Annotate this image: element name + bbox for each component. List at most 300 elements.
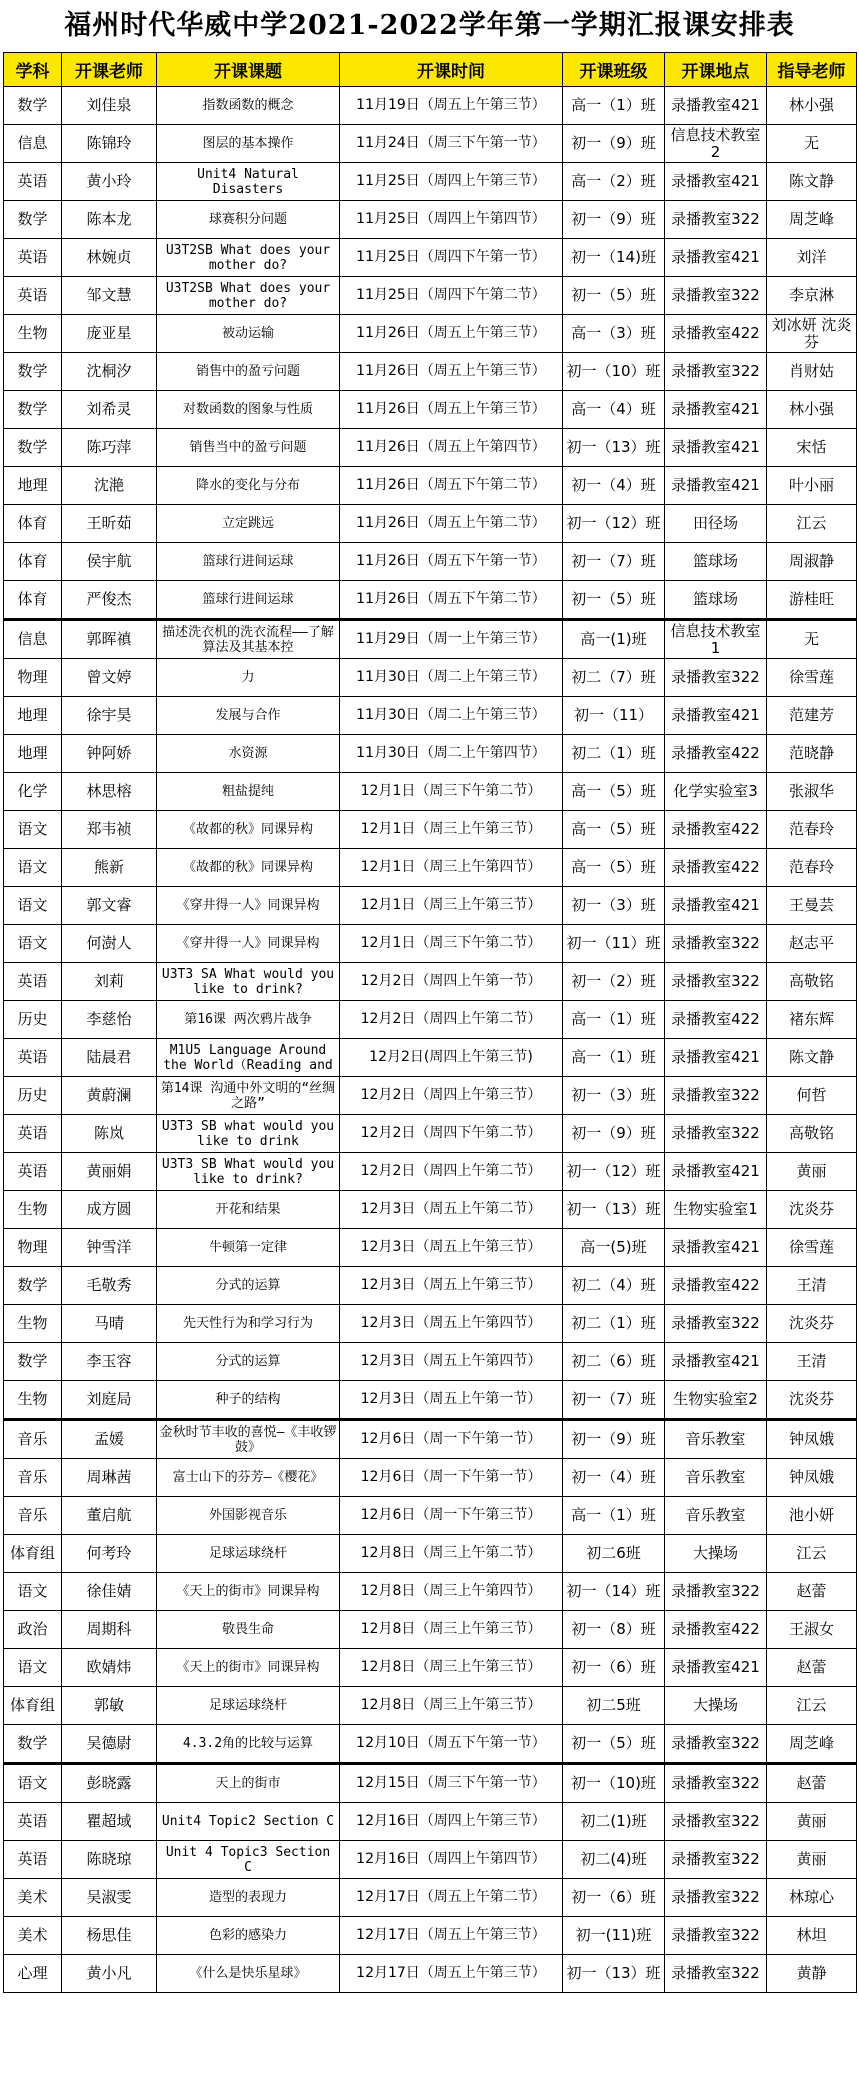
cell-advisor: 宋恬 — [767, 429, 857, 467]
cell-advisor: 范晓静 — [767, 735, 857, 773]
cell-class: 初一（13）班 — [563, 1191, 665, 1229]
cell-teacher: 欧婧炜 — [62, 1649, 157, 1687]
table-row — [4, 773, 857, 811]
cell-time: 12月3日（周五上午第二节） — [340, 1191, 563, 1229]
cell-subject: 数学 — [4, 1343, 62, 1381]
header-class: 开课班级 — [563, 53, 665, 87]
cell-class: 高一（4）班 — [563, 391, 665, 429]
cell-class: 初一（9）班 — [563, 201, 665, 239]
table-row — [4, 1039, 857, 1077]
cell-teacher: 黄小凡 — [62, 1955, 157, 1993]
table-row — [4, 505, 857, 543]
cell-topic: M1U5 Language Around the World（Reading and — [157, 1039, 340, 1077]
cell-topic: 发展与合作 — [157, 697, 340, 735]
cell-location: 录播教室322 — [665, 353, 767, 391]
cell-advisor: 周芝峰 — [767, 201, 857, 239]
cell-teacher: 刘庭局 — [62, 1381, 157, 1420]
cell-class: 初一（4）班 — [563, 467, 665, 505]
cell-time: 12月3日（周五上午第三节） — [340, 1267, 563, 1305]
cell-time: 12月8日（周三上午第二节） — [340, 1535, 563, 1573]
cell-time: 11月30日（周二上午第三节） — [340, 697, 563, 735]
cell-class: 初一（7）班 — [563, 1381, 665, 1420]
cell-subject: 物理 — [4, 1229, 62, 1267]
cell-subject: 英语 — [4, 1803, 62, 1841]
cell-location: 录播教室421 — [665, 429, 767, 467]
cell-subject: 音乐 — [4, 1497, 62, 1535]
cell-advisor: 赵蕾 — [767, 1649, 857, 1687]
cell-teacher: 毛敬秀 — [62, 1267, 157, 1305]
cell-location: 录播教室421 — [665, 1343, 767, 1381]
cell-location: 录播教室322 — [665, 1077, 767, 1115]
table-row — [4, 887, 857, 925]
cell-teacher: 何澍人 — [62, 925, 157, 963]
header-time: 开课时间 — [340, 53, 563, 87]
cell-topic: 指数函数的概念 — [157, 87, 340, 125]
cell-time: 12月2日（周四上午第二节） — [340, 1153, 563, 1191]
cell-time: 11月30日（周二上午第三节） — [340, 659, 563, 697]
schedule-table — [3, 52, 857, 1993]
cell-advisor: 林小强 — [767, 391, 857, 429]
cell-class: 初二5班 — [563, 1687, 665, 1725]
cell-topic: 《什么是快乐星球》 — [157, 1955, 340, 1993]
cell-advisor: 赵志平 — [767, 925, 857, 963]
cell-topic: 销售中的盈亏问题 — [157, 353, 340, 391]
cell-topic: 先天性行为和学习行为 — [157, 1305, 340, 1343]
cell-location: 大操场 — [665, 1535, 767, 1573]
cell-class: 初一（10)班 — [563, 1764, 665, 1803]
cell-time: 11月25日（周四下午第一节） — [340, 239, 563, 277]
cell-subject: 生物 — [4, 1191, 62, 1229]
cell-subject: 体育 — [4, 505, 62, 543]
cell-class: 初一（12）班 — [563, 1153, 665, 1191]
cell-time: 11月26日（周五上午第四节） — [340, 429, 563, 467]
cell-teacher: 林婉贞 — [62, 239, 157, 277]
cell-advisor: 黄静 — [767, 1955, 857, 1993]
table-row — [4, 1803, 857, 1841]
cell-time: 12月8日（周三上午第三节） — [340, 1649, 563, 1687]
cell-subject: 历史 — [4, 1001, 62, 1039]
cell-subject: 语文 — [4, 849, 62, 887]
cell-subject: 语文 — [4, 887, 62, 925]
cell-class: 初一（9）班 — [563, 1115, 665, 1153]
cell-subject: 数学 — [4, 353, 62, 391]
page-title: 福州时代华威中学2021-2022学年第一学期汇报课安排表 — [64, 10, 795, 41]
cell-subject: 信息 — [4, 620, 62, 659]
table-row — [4, 1725, 857, 1764]
header-location: 开课地点 — [665, 53, 767, 87]
cell-advisor: 钟凤娥 — [767, 1420, 857, 1459]
cell-class: 初一（5）班 — [563, 277, 665, 315]
table-row — [4, 1115, 857, 1153]
table-row — [4, 1305, 857, 1343]
cell-advisor: 褚东辉 — [767, 1001, 857, 1039]
cell-subject: 数学 — [4, 201, 62, 239]
header-advisor: 指导老师 — [767, 53, 857, 87]
cell-location: 录播教室421 — [665, 1229, 767, 1267]
cell-topic: 粗盐提纯 — [157, 773, 340, 811]
cell-teacher: 钟阿娇 — [62, 735, 157, 773]
cell-location: 录播教室421 — [665, 1649, 767, 1687]
cell-location: 录播教室322 — [665, 963, 767, 1001]
cell-class: 初二(1)班 — [563, 1803, 665, 1841]
cell-time: 12月15日（周三下午第一节） — [340, 1764, 563, 1803]
cell-time: 11月25日（周四下午第二节） — [340, 277, 563, 315]
cell-topic: 第16课 两次鸦片战争 — [157, 1001, 340, 1039]
cell-subject: 体育组 — [4, 1687, 62, 1725]
cell-subject: 政治 — [4, 1611, 62, 1649]
cell-advisor: 刘洋 — [767, 239, 857, 277]
cell-advisor: 黄丽 — [767, 1803, 857, 1841]
cell-topic: 敬畏生命 — [157, 1611, 340, 1649]
cell-location: 录播教室422 — [665, 1267, 767, 1305]
cell-time: 12月3日（周五上午第一节） — [340, 1381, 563, 1420]
cell-class: 高一（1）班 — [563, 1001, 665, 1039]
cell-advisor: 沈炎芬 — [767, 1381, 857, 1420]
cell-class: 高一（5）班 — [563, 773, 665, 811]
table-row — [4, 391, 857, 429]
table-row — [4, 1879, 857, 1917]
header-teacher: 开课老师 — [62, 53, 157, 87]
cell-advisor: 游桂旺 — [767, 581, 857, 620]
table-row — [4, 429, 857, 467]
cell-advisor: 黄丽 — [767, 1153, 857, 1191]
cell-topic: 分式的运算 — [157, 1343, 340, 1381]
cell-advisor: 刘冰妍 沈炎芬 — [767, 315, 857, 353]
table-row — [4, 581, 857, 620]
table-row — [4, 315, 857, 353]
cell-advisor: 高敬铭 — [767, 963, 857, 1001]
cell-class: 高一（2）班 — [563, 163, 665, 201]
cell-location: 录播教室322 — [665, 1917, 767, 1955]
cell-location: 录播教室322 — [665, 201, 767, 239]
table-row — [4, 1611, 857, 1649]
cell-advisor: 范春玲 — [767, 811, 857, 849]
table-row — [4, 467, 857, 505]
cell-class: 初二（7）班 — [563, 659, 665, 697]
cell-class: 初一（5）班 — [563, 581, 665, 620]
table-row — [4, 277, 857, 315]
cell-time: 12月3日（周五上午第四节） — [340, 1305, 563, 1343]
cell-time: 11月26日（周五上午第三节） — [340, 315, 563, 353]
cell-teacher: 吴德尉 — [62, 1725, 157, 1764]
cell-class: 初一（4）班 — [563, 1459, 665, 1497]
cell-topic: 《天上的街市》同课异构 — [157, 1649, 340, 1687]
cell-teacher: 郭敏 — [62, 1687, 157, 1725]
cell-advisor: 钟凤娥 — [767, 1459, 857, 1497]
table-row — [4, 239, 857, 277]
cell-subject: 物理 — [4, 659, 62, 697]
cell-subject: 英语 — [4, 163, 62, 201]
cell-subject: 数学 — [4, 1267, 62, 1305]
cell-time: 12月1日（周三下午第二节） — [340, 925, 563, 963]
cell-topic: 足球运球绕杆 — [157, 1687, 340, 1725]
cell-location: 篮球场 — [665, 581, 767, 620]
cell-advisor: 王淑女 — [767, 1611, 857, 1649]
cell-time: 11月26日（周五下午第二节） — [340, 581, 563, 620]
cell-advisor: 无 — [767, 620, 857, 659]
cell-time: 12月6日（周一下午第三节） — [340, 1497, 563, 1535]
cell-subject: 体育 — [4, 581, 62, 620]
table-row — [4, 163, 857, 201]
cell-subject: 语文 — [4, 1649, 62, 1687]
cell-subject: 英语 — [4, 1115, 62, 1153]
cell-class: 初一（13）班 — [563, 429, 665, 467]
cell-location: 音乐教室 — [665, 1459, 767, 1497]
cell-class: 高一（5）班 — [563, 849, 665, 887]
cell-class: 初一（3）班 — [563, 1077, 665, 1115]
cell-time: 12月6日（周一下午第一节） — [340, 1459, 563, 1497]
cell-subject: 信息 — [4, 125, 62, 163]
cell-subject: 数学 — [4, 1725, 62, 1764]
cell-teacher: 陈锦玲 — [62, 125, 157, 163]
cell-advisor: 陈文静 — [767, 1039, 857, 1077]
cell-class: 初二（6）班 — [563, 1343, 665, 1381]
cell-topic: U3T3 SB what would you like to drink — [157, 1115, 340, 1153]
cell-teacher: 陈本龙 — [62, 201, 157, 239]
cell-subject: 英语 — [4, 277, 62, 315]
cell-teacher: 钟雪洋 — [62, 1229, 157, 1267]
cell-subject: 化学 — [4, 773, 62, 811]
cell-class: 初一（8）班 — [563, 1611, 665, 1649]
table-row — [4, 849, 857, 887]
cell-time: 11月26日（周五上午第三节） — [340, 353, 563, 391]
cell-advisor: 周淑静 — [767, 543, 857, 581]
cell-location: 录播教室421 — [665, 87, 767, 125]
cell-topic: 开花和结果 — [157, 1191, 340, 1229]
cell-topic: 对数函数的图象与性质 — [157, 391, 340, 429]
cell-advisor: 徐雪莲 — [767, 659, 857, 697]
cell-advisor: 王曼芸 — [767, 887, 857, 925]
cell-class: 初一（2）班 — [563, 963, 665, 1001]
cell-class: 初二（4）班 — [563, 1267, 665, 1305]
cell-subject: 数学 — [4, 429, 62, 467]
cell-topic: U3T3 SA What would you like to drink? — [157, 963, 340, 1001]
cell-location: 生物实验室1 — [665, 1191, 767, 1229]
cell-topic: 分式的运算 — [157, 1267, 340, 1305]
table-row — [4, 1267, 857, 1305]
cell-teacher: 李玉容 — [62, 1343, 157, 1381]
cell-advisor: 江云 — [767, 1687, 857, 1725]
cell-time: 12月8日（周三上午第四节） — [340, 1573, 563, 1611]
cell-advisor: 范春玲 — [767, 849, 857, 887]
cell-advisor: 赵蕾 — [767, 1573, 857, 1611]
table-row — [4, 1343, 857, 1381]
cell-time: 12月1日（周三下午第二节） — [340, 773, 563, 811]
table-row — [4, 201, 857, 239]
cell-location: 录播教室322 — [665, 1764, 767, 1803]
cell-topic: 球赛积分问题 — [157, 201, 340, 239]
cell-teacher: 刘佳泉 — [62, 87, 157, 125]
cell-teacher: 邹文慧 — [62, 277, 157, 315]
table-row — [4, 735, 857, 773]
cell-location: 录播教室422 — [665, 849, 767, 887]
cell-location: 录播教室322 — [665, 1841, 767, 1879]
cell-topic: U3T2SB What does your mother do? — [157, 277, 340, 315]
cell-teacher: 刘莉 — [62, 963, 157, 1001]
cell-subject: 语文 — [4, 1764, 62, 1803]
cell-teacher: 沈桐汐 — [62, 353, 157, 391]
cell-subject: 历史 — [4, 1077, 62, 1115]
cell-teacher: 刘希灵 — [62, 391, 157, 429]
cell-time: 12月1日（周三上午第三节） — [340, 811, 563, 849]
cell-subject: 生物 — [4, 1305, 62, 1343]
cell-teacher: 陈晓琼 — [62, 1841, 157, 1879]
cell-subject: 地理 — [4, 467, 62, 505]
cell-teacher: 沈滟 — [62, 467, 157, 505]
table-row — [4, 1764, 857, 1803]
cell-teacher: 林思榕 — [62, 773, 157, 811]
cell-subject: 语文 — [4, 925, 62, 963]
cell-class: 初二(4)班 — [563, 1841, 665, 1879]
cell-class: 初一（6）班 — [563, 1879, 665, 1917]
table-row — [4, 353, 857, 391]
cell-teacher: 陆晨君 — [62, 1039, 157, 1077]
cell-subject: 地理 — [4, 697, 62, 735]
cell-class: 高一（1）班 — [563, 1497, 665, 1535]
cell-advisor: 张淑华 — [767, 773, 857, 811]
cell-class: 初二6班 — [563, 1535, 665, 1573]
cell-advisor: 何哲 — [767, 1077, 857, 1115]
table-row — [4, 811, 857, 849]
cell-class: 高一（1）班 — [563, 1039, 665, 1077]
cell-location: 录播教室421 — [665, 887, 767, 925]
cell-location: 录播教室322 — [665, 1803, 767, 1841]
table-row — [4, 1535, 857, 1573]
cell-location: 录播教室421 — [665, 163, 767, 201]
cell-advisor: 林坦 — [767, 1917, 857, 1955]
cell-location: 录播教室322 — [665, 1573, 767, 1611]
cell-topic: 力 — [157, 659, 340, 697]
cell-time: 12月17日（周五上午第二节） — [340, 1879, 563, 1917]
cell-location: 录播教室421 — [665, 1039, 767, 1077]
cell-topic: 图层的基本操作 — [157, 125, 340, 163]
table-row — [4, 1917, 857, 1955]
cell-location: 大操场 — [665, 1687, 767, 1725]
cell-topic: 种子的结构 — [157, 1381, 340, 1420]
cell-time: 11月26日（周五上午第三节） — [340, 391, 563, 429]
cell-time: 12月10日（周五下午第一节） — [340, 1725, 563, 1764]
cell-advisor: 江云 — [767, 505, 857, 543]
cell-teacher: 王昕茹 — [62, 505, 157, 543]
cell-topic: 《穿井得一人》同课异构 — [157, 925, 340, 963]
cell-time: 12月2日（周四上午第三节） — [340, 1077, 563, 1115]
cell-teacher: 徐佳婧 — [62, 1573, 157, 1611]
table-row — [4, 125, 857, 163]
cell-location: 录播教室322 — [665, 659, 767, 697]
table-row — [4, 543, 857, 581]
cell-location: 录播教室422 — [665, 735, 767, 773]
cell-time: 12月8日（周三上午第三节） — [340, 1611, 563, 1649]
cell-topic: 4.3.2角的比较与运算 — [157, 1725, 340, 1764]
table-row — [4, 1459, 857, 1497]
cell-teacher: 何考玲 — [62, 1535, 157, 1573]
cell-advisor: 黄丽 — [767, 1841, 857, 1879]
cell-class: 初一（10）班 — [563, 353, 665, 391]
cell-advisor: 林琼心 — [767, 1879, 857, 1917]
cell-subject: 英语 — [4, 963, 62, 1001]
cell-advisor: 肖财姑 — [767, 353, 857, 391]
cell-topic: 富士山下的芬芳—《樱花》 — [157, 1459, 340, 1497]
cell-location: 音乐教室 — [665, 1420, 767, 1459]
table-row — [4, 697, 857, 735]
header-row — [4, 53, 857, 87]
cell-advisor: 徐雪莲 — [767, 1229, 857, 1267]
cell-advisor: 王清 — [767, 1343, 857, 1381]
cell-topic: 足球运球绕杆 — [157, 1535, 340, 1573]
cell-location: 录播教室421 — [665, 1153, 767, 1191]
cell-subject: 英语 — [4, 1841, 62, 1879]
cell-location: 录播教室422 — [665, 811, 767, 849]
table-row — [4, 1191, 857, 1229]
cell-topic: 水资源 — [157, 735, 340, 773]
cell-teacher: 郭文睿 — [62, 887, 157, 925]
cell-class: 高一（3）班 — [563, 315, 665, 353]
cell-location: 录播教室421 — [665, 697, 767, 735]
cell-time: 12月3日（周五上午第三节） — [340, 1229, 563, 1267]
cell-time: 12月2日（周四上午第二节） — [340, 1001, 563, 1039]
cell-teacher: 黄小玲 — [62, 163, 157, 201]
cell-time: 12月2日（周四下午第二节） — [340, 1115, 563, 1153]
table-row — [4, 963, 857, 1001]
cell-subject: 地理 — [4, 735, 62, 773]
cell-subject: 语文 — [4, 811, 62, 849]
cell-topic: 造型的表现力 — [157, 1879, 340, 1917]
table-row — [4, 1649, 857, 1687]
cell-teacher: 周琳茜 — [62, 1459, 157, 1497]
cell-time: 11月30日（周二上午第四节） — [340, 735, 563, 773]
cell-teacher: 严俊杰 — [62, 581, 157, 620]
cell-teacher: 郑韦祯 — [62, 811, 157, 849]
cell-location: 录播教室322 — [665, 925, 767, 963]
cell-topic: 《天上的街市》同课异构 — [157, 1573, 340, 1611]
table-row — [4, 1841, 857, 1879]
cell-location: 田径场 — [665, 505, 767, 543]
cell-topic: 《故都的秋》同课异构 — [157, 811, 340, 849]
cell-topic: 第14课 沟通中外文明的“丝绸之路” — [157, 1077, 340, 1115]
cell-class: 高一(5)班 — [563, 1229, 665, 1267]
cell-subject: 生物 — [4, 1381, 62, 1420]
cell-class: 初一（7）班 — [563, 543, 665, 581]
cell-class: 初一（5）班 — [563, 1725, 665, 1764]
cell-class: 初一（11） — [563, 697, 665, 735]
cell-topic: 外国影视音乐 — [157, 1497, 340, 1535]
cell-location: 篮球场 — [665, 543, 767, 581]
cell-advisor: 范建芳 — [767, 697, 857, 735]
cell-advisor: 沈炎芬 — [767, 1305, 857, 1343]
cell-time: 12月16日（周四上午第三节） — [340, 1803, 563, 1841]
cell-teacher: 郭晖禛 — [62, 620, 157, 659]
cell-teacher: 瞿超域 — [62, 1803, 157, 1841]
cell-class: 初一（14)班 — [563, 239, 665, 277]
cell-subject: 心理 — [4, 1955, 62, 1993]
table-row — [4, 1420, 857, 1459]
cell-time: 11月26日（周五下午第一节） — [340, 543, 563, 581]
table-row — [4, 1573, 857, 1611]
cell-time: 11月26日（周五上午第二节） — [340, 505, 563, 543]
cell-topic: 立定跳远 — [157, 505, 340, 543]
cell-advisor: 叶小丽 — [767, 467, 857, 505]
cell-subject: 美术 — [4, 1917, 62, 1955]
cell-advisor: 陈文静 — [767, 163, 857, 201]
cell-subject: 音乐 — [4, 1420, 62, 1459]
table-row — [4, 1687, 857, 1725]
cell-topic: U3T2SB What does your mother do? — [157, 239, 340, 277]
cell-teacher: 黄丽娟 — [62, 1153, 157, 1191]
cell-topic: 牛顿第一定律 — [157, 1229, 340, 1267]
table-row — [4, 620, 857, 659]
cell-topic: U3T3 SB What would you like to drink? — [157, 1153, 340, 1191]
cell-teacher: 黄蔚澜 — [62, 1077, 157, 1115]
